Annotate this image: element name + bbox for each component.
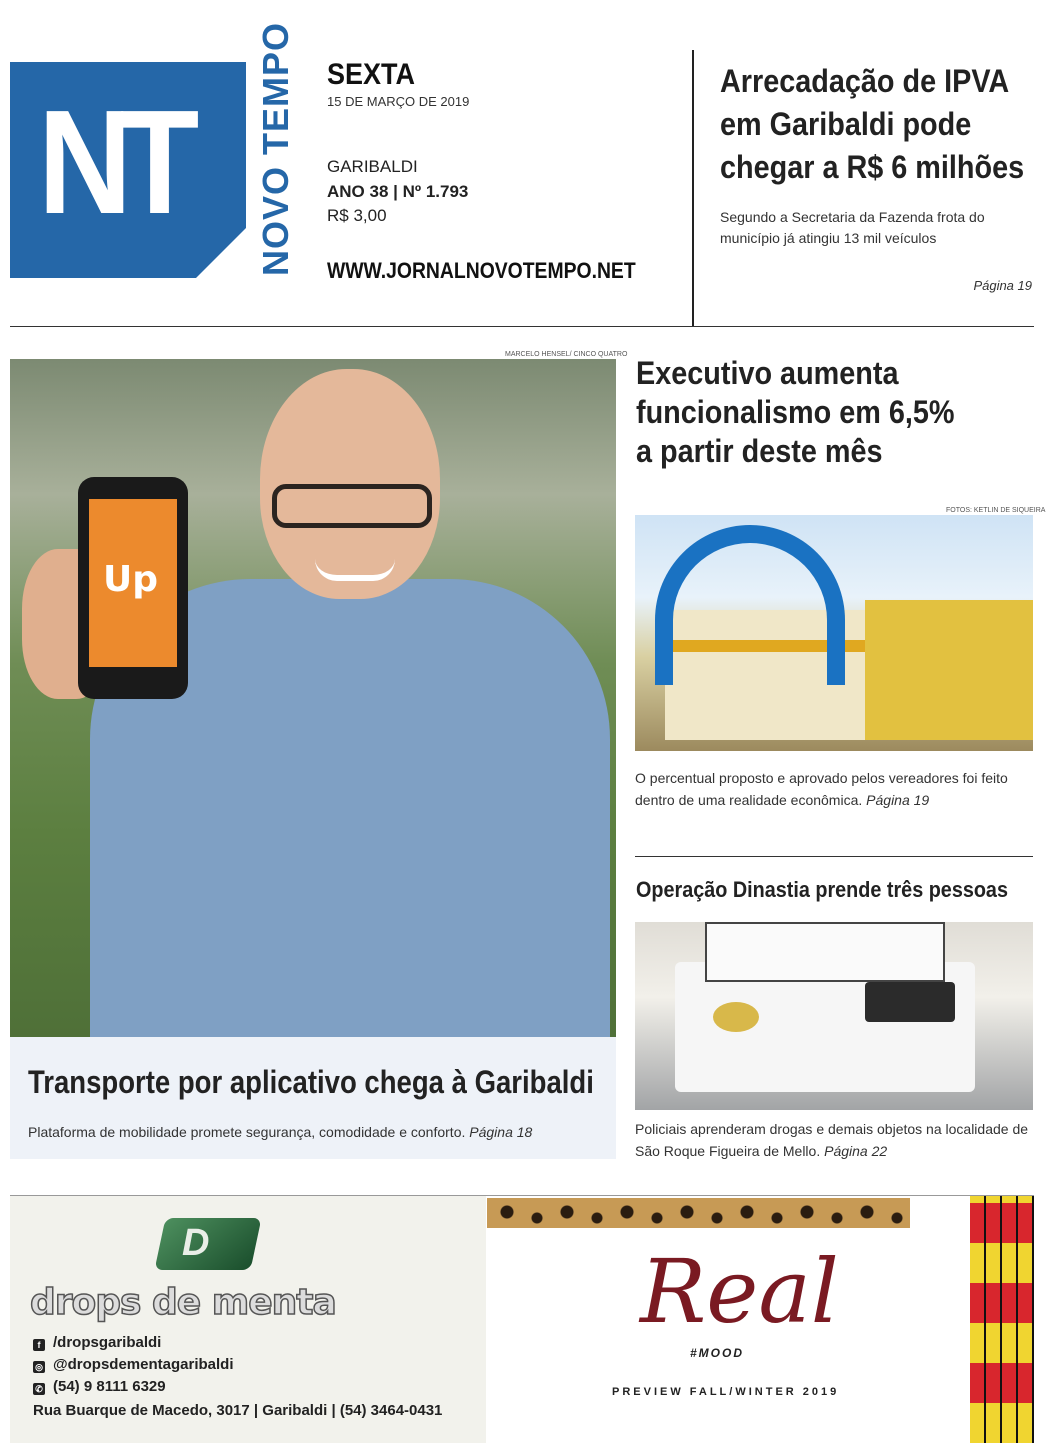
whatsapp-icon: ✆ <box>33 1383 45 1395</box>
executive-story-headline[interactable]: Executivo aumenta funcionalismo em 6,5% a partir deste mês <box>636 355 955 469</box>
operation-story-headline[interactable]: Operação Dinastia prende três pessoas <box>636 877 1008 902</box>
issue-price: R$ 3,00 <box>327 206 387 225</box>
operation-story-summary <box>635 1118 1035 1162</box>
main-story-headline[interactable]: Transporte por aplicativo chega à Garibaldi <box>28 1064 594 1100</box>
masthead-rule <box>10 326 1034 327</box>
main-photo-credit: MARCELO HENSEL/ CINCO QUATRO <box>505 351 628 358</box>
real-tagline: PREVIEW FALL/WINTER 2019 <box>612 1386 840 1398</box>
photo-smile <box>315 559 395 581</box>
photo-seized-phones <box>865 982 955 1022</box>
issue-city: GARIBALDI <box>327 157 418 176</box>
masthead-divider <box>692 50 694 326</box>
issue-edition: ANO 38 | Nº 1.793 <box>327 182 469 201</box>
instagram-icon: ◎ <box>33 1361 45 1373</box>
executive-story-page-ref[interactable]: Página 19 <box>866 792 930 808</box>
plaid-pattern <box>970 1196 1034 1443</box>
logo-letters: NT <box>38 80 187 245</box>
main-story-summary-text: Plataforma de mobilidade promete segurança, comodidade e conforto. <box>28 1124 466 1140</box>
logo-name: NOVO TEMPO <box>255 21 296 276</box>
drops-whatsapp[interactable] <box>33 1378 166 1395</box>
main-story-page-ref[interactable]: Página 18 <box>469 1124 533 1140</box>
top-story-summary: Segundo a Secretaria da Fazenda frota do município já atingiu 13 mil veículos <box>720 209 985 246</box>
executive-story-summary-text: O percentual proposto e aprovado pelos vereadores foi feito dentro de uma realidade econômica. <box>635 770 1008 808</box>
drops-instagram[interactable] <box>33 1356 234 1373</box>
drops-facebook-handle: /dropsgaribaldi <box>53 1334 162 1351</box>
leopard-print-band <box>487 1198 910 1228</box>
logo-corner-triangle <box>196 228 246 278</box>
drops-facebook[interactable] <box>33 1334 161 1351</box>
operation-story-photo[interactable] <box>635 922 1033 1110</box>
photo-plate <box>713 1002 759 1032</box>
photo-map <box>705 922 945 982</box>
photo-glasses <box>272 484 432 528</box>
main-story-summary <box>28 1124 532 1140</box>
top-story-page-ref[interactable]: Página 19 <box>973 278 1032 293</box>
drops-logo-letter: D <box>182 1222 210 1264</box>
top-story-headline[interactable]: Arrecadação de IPVA em Garibaldi pode chegar a R$ 6 milhões <box>720 63 1025 185</box>
photo-building-wing <box>865 600 1033 740</box>
drops-instagram-handle: @dropsdementagaribaldi <box>53 1356 234 1373</box>
executive-story-photo[interactable] <box>635 515 1033 751</box>
drops-brand-name: drops de menta <box>30 1282 336 1323</box>
photo-blue-arch <box>655 525 845 685</box>
executive-photo-credit: FOTOS: KETLIN DE SIQUEIRA <box>946 507 1046 514</box>
app-logo: Up <box>103 559 159 600</box>
right-column-rule <box>635 856 1033 857</box>
operation-story-page-ref[interactable]: Página 22 <box>824 1143 888 1159</box>
facebook-icon: f <box>33 1339 45 1351</box>
executive-story-summary <box>635 767 1035 811</box>
drops-address: Rua Buarque de Macedo, 3017 | Garibaldi | (54) 3464-0431 <box>33 1402 443 1419</box>
real-script-logo: Real <box>640 1240 839 1343</box>
issue-day: SEXTA <box>327 58 416 91</box>
real-mood-tag: #MOOD <box>690 1346 745 1360</box>
operation-story-summary-text: Policiais aprenderam drogas e demais objetos na localidade de São Roque Figueira de Mello. <box>635 1121 1029 1159</box>
website-link[interactable]: WWW.JORNALNOVOTEMPO.NET <box>327 258 636 283</box>
drops-whatsapp-number: (54) 9 8111 6329 <box>53 1378 166 1395</box>
issue-date: 15 DE MARÇO DE 2019 <box>327 94 470 109</box>
main-story-photo[interactable] <box>10 359 616 1037</box>
